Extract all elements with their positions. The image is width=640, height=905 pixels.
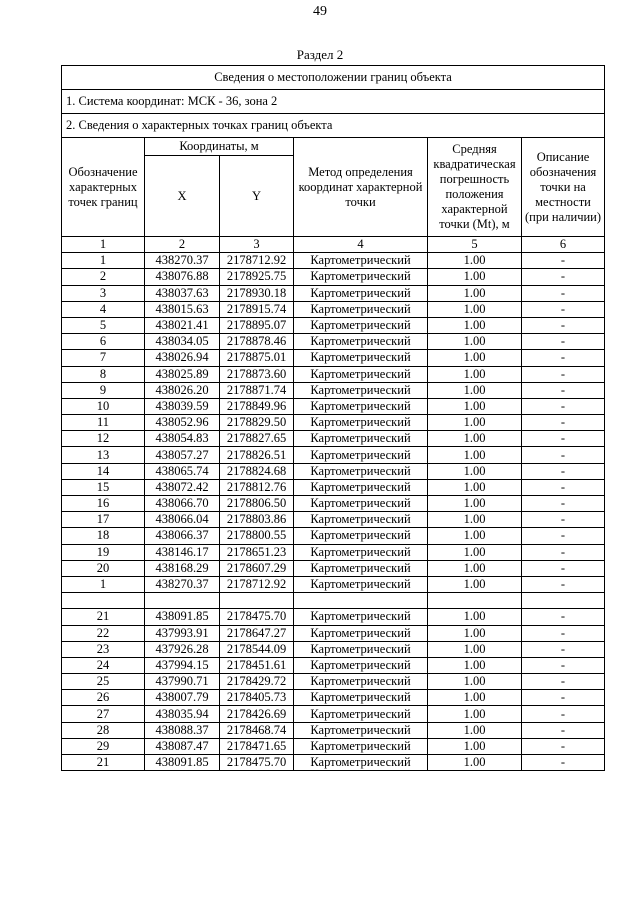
point-id-cell: 5 bbox=[62, 317, 145, 333]
point-id-cell: 16 bbox=[62, 496, 145, 512]
point-id-cell: 9 bbox=[62, 382, 145, 398]
error-cell: 1.00 bbox=[428, 609, 522, 625]
point-id-cell: 1 bbox=[62, 576, 145, 592]
point-id-cell: 28 bbox=[62, 722, 145, 738]
method-cell: Картометрический bbox=[294, 253, 428, 269]
error-cell: 1.00 bbox=[428, 431, 522, 447]
description-cell: - bbox=[522, 560, 605, 576]
method-cell: Картометрический bbox=[294, 350, 428, 366]
x-cell: 438270.37 bbox=[145, 253, 220, 269]
y-cell: 2178806.50 bbox=[220, 496, 294, 512]
description-cell: - bbox=[522, 350, 605, 366]
error-cell: 1.00 bbox=[428, 706, 522, 722]
x-cell: 437926.28 bbox=[145, 641, 220, 657]
x-cell: 438021.41 bbox=[145, 317, 220, 333]
x-cell: 438035.94 bbox=[145, 706, 220, 722]
method-cell bbox=[294, 593, 428, 609]
y-cell: 2178712.92 bbox=[220, 576, 294, 592]
y-cell: 2178878.46 bbox=[220, 334, 294, 350]
table-row bbox=[62, 657, 605, 673]
x-cell: 438076.88 bbox=[145, 269, 220, 285]
table-title: Сведения о местоположении границ объекта bbox=[62, 66, 605, 90]
error-cell: 1.00 bbox=[428, 674, 522, 690]
error-cell: 1.00 bbox=[428, 398, 522, 414]
y-cell: 2178915.74 bbox=[220, 301, 294, 317]
header-x: X bbox=[145, 156, 220, 237]
description-cell: - bbox=[522, 285, 605, 301]
method-cell: Картометрический bbox=[294, 512, 428, 528]
table-row bbox=[62, 512, 605, 528]
table-row bbox=[62, 722, 605, 738]
description-cell: - bbox=[522, 544, 605, 560]
method-cell: Картометрический bbox=[294, 398, 428, 414]
error-cell: 1.00 bbox=[428, 301, 522, 317]
column-number: 6 bbox=[522, 237, 605, 253]
method-cell: Картометрический bbox=[294, 528, 428, 544]
x-cell: 438091.85 bbox=[145, 609, 220, 625]
point-id-cell: 23 bbox=[62, 641, 145, 657]
x-cell: 438066.37 bbox=[145, 528, 220, 544]
error-cell: 1.00 bbox=[428, 382, 522, 398]
y-cell: 2178875.01 bbox=[220, 350, 294, 366]
table-row bbox=[62, 366, 605, 382]
error-cell: 1.00 bbox=[428, 512, 522, 528]
point-id-cell: 10 bbox=[62, 398, 145, 414]
table-row bbox=[62, 706, 605, 722]
point-id-cell bbox=[62, 593, 145, 609]
x-cell: 438168.29 bbox=[145, 560, 220, 576]
table-row bbox=[62, 463, 605, 479]
method-cell: Картометрический bbox=[294, 657, 428, 673]
boundary-points-table bbox=[61, 65, 605, 771]
error-cell: 1.00 bbox=[428, 625, 522, 641]
y-cell: 2178873.60 bbox=[220, 366, 294, 382]
point-id-cell: 20 bbox=[62, 560, 145, 576]
point-id-cell: 2 bbox=[62, 269, 145, 285]
error-cell: 1.00 bbox=[428, 366, 522, 382]
method-cell: Картометрический bbox=[294, 447, 428, 463]
description-cell: - bbox=[522, 512, 605, 528]
method-cell: Картометрический bbox=[294, 479, 428, 495]
point-id-cell: 1 bbox=[62, 253, 145, 269]
column-number: 2 bbox=[145, 237, 220, 253]
description-cell: - bbox=[522, 253, 605, 269]
column-number: 1 bbox=[62, 237, 145, 253]
description-cell: - bbox=[522, 625, 605, 641]
method-cell: Картометрический bbox=[294, 755, 428, 771]
method-cell: Картометрический bbox=[294, 334, 428, 350]
error-cell: 1.00 bbox=[428, 269, 522, 285]
method-cell: Картометрический bbox=[294, 285, 428, 301]
error-cell: 1.00 bbox=[428, 317, 522, 333]
column-number: 5 bbox=[428, 237, 522, 253]
y-cell: 2178871.74 bbox=[220, 382, 294, 398]
y-cell: 2178607.29 bbox=[220, 560, 294, 576]
table-row bbox=[62, 350, 605, 366]
x-cell: 438026.20 bbox=[145, 382, 220, 398]
method-cell: Картометрический bbox=[294, 382, 428, 398]
point-id-cell: 7 bbox=[62, 350, 145, 366]
point-id-cell: 12 bbox=[62, 431, 145, 447]
point-id-cell: 8 bbox=[62, 366, 145, 382]
table-row bbox=[62, 738, 605, 754]
table-row bbox=[62, 690, 605, 706]
method-cell: Картометрический bbox=[294, 301, 428, 317]
description-cell: - bbox=[522, 479, 605, 495]
y-cell: 2178895.07 bbox=[220, 317, 294, 333]
x-cell: 438065.74 bbox=[145, 463, 220, 479]
header-designation: Обозначение характерных точек границ bbox=[62, 138, 145, 237]
point-id-cell: 18 bbox=[62, 528, 145, 544]
x-cell: 438054.83 bbox=[145, 431, 220, 447]
table-row bbox=[62, 269, 605, 285]
method-cell: Картометрический bbox=[294, 544, 428, 560]
point-id-cell: 22 bbox=[62, 625, 145, 641]
table-row bbox=[62, 382, 605, 398]
description-cell: - bbox=[522, 269, 605, 285]
method-cell: Картометрический bbox=[294, 463, 428, 479]
x-cell: 438015.63 bbox=[145, 301, 220, 317]
x-cell: 438072.42 bbox=[145, 479, 220, 495]
description-cell: - bbox=[522, 496, 605, 512]
description-cell bbox=[522, 593, 605, 609]
table-row bbox=[62, 334, 605, 350]
x-cell: 438034.05 bbox=[145, 334, 220, 350]
table-row bbox=[62, 301, 605, 317]
error-cell: 1.00 bbox=[428, 738, 522, 754]
point-id-cell: 3 bbox=[62, 285, 145, 301]
section-title: Раздел 2 bbox=[296, 47, 344, 62]
error-cell: 1.00 bbox=[428, 528, 522, 544]
description-cell: - bbox=[522, 576, 605, 592]
x-cell: 438037.63 bbox=[145, 285, 220, 301]
error-cell: 1.00 bbox=[428, 285, 522, 301]
y-cell: 2178475.70 bbox=[220, 755, 294, 771]
point-id-cell: 25 bbox=[62, 674, 145, 690]
header-error: Средняя квадратическая погрешность положения характерной точки (Mt), м bbox=[428, 138, 522, 237]
x-cell: 438025.89 bbox=[145, 366, 220, 382]
description-cell: - bbox=[522, 690, 605, 706]
error-cell: 1.00 bbox=[428, 496, 522, 512]
method-cell: Картометрический bbox=[294, 560, 428, 576]
table-row bbox=[62, 576, 605, 592]
x-cell: 438087.47 bbox=[145, 738, 220, 754]
x-cell: 438026.94 bbox=[145, 350, 220, 366]
point-id-cell: 13 bbox=[62, 447, 145, 463]
y-cell: 2178826.51 bbox=[220, 447, 294, 463]
page-number: 49 bbox=[313, 4, 327, 19]
point-id-cell: 21 bbox=[62, 755, 145, 771]
y-cell: 2178426.69 bbox=[220, 706, 294, 722]
point-id-cell: 4 bbox=[62, 301, 145, 317]
table-row bbox=[62, 641, 605, 657]
description-cell: - bbox=[522, 674, 605, 690]
x-cell: 438057.27 bbox=[145, 447, 220, 463]
y-cell: 2178651.23 bbox=[220, 544, 294, 560]
method-cell: Картометрический bbox=[294, 431, 428, 447]
point-id-cell: 6 bbox=[62, 334, 145, 350]
column-number: 3 bbox=[220, 237, 294, 253]
error-cell: 1.00 bbox=[428, 755, 522, 771]
y-cell: 2178405.73 bbox=[220, 690, 294, 706]
y-cell: 2178812.76 bbox=[220, 479, 294, 495]
y-cell: 2178429.72 bbox=[220, 674, 294, 690]
point-id-cell: 11 bbox=[62, 415, 145, 431]
description-cell: - bbox=[522, 738, 605, 754]
method-cell: Картометрический bbox=[294, 576, 428, 592]
method-cell: Картометрический bbox=[294, 609, 428, 625]
method-cell: Картометрический bbox=[294, 625, 428, 641]
method-cell: Картометрический bbox=[294, 415, 428, 431]
x-cell: 438270.37 bbox=[145, 576, 220, 592]
table-row bbox=[62, 479, 605, 495]
description-cell: - bbox=[522, 755, 605, 771]
method-cell: Картометрический bbox=[294, 366, 428, 382]
method-cell: Картометрический bbox=[294, 496, 428, 512]
x-cell: 437993.91 bbox=[145, 625, 220, 641]
column-number-row bbox=[62, 237, 605, 253]
y-cell: 2178827.65 bbox=[220, 431, 294, 447]
y-cell: 2178468.74 bbox=[220, 722, 294, 738]
points-heading: 2. Сведения о характерных точках границ объекта bbox=[62, 114, 605, 138]
x-cell: 437994.15 bbox=[145, 657, 220, 673]
x-cell bbox=[145, 593, 220, 609]
method-cell: Картометрический bbox=[294, 722, 428, 738]
table-row bbox=[62, 317, 605, 333]
point-id-cell: 14 bbox=[62, 463, 145, 479]
description-cell: - bbox=[522, 528, 605, 544]
method-cell: Картометрический bbox=[294, 269, 428, 285]
column-number: 4 bbox=[294, 237, 428, 253]
y-cell: 2178800.55 bbox=[220, 528, 294, 544]
header-coordinates: Координаты, м bbox=[145, 138, 294, 156]
x-cell: 437990.71 bbox=[145, 674, 220, 690]
error-cell: 1.00 bbox=[428, 479, 522, 495]
table-row bbox=[62, 593, 605, 609]
table-row bbox=[62, 398, 605, 414]
x-cell: 438066.70 bbox=[145, 496, 220, 512]
method-cell: Картометрический bbox=[294, 674, 428, 690]
method-cell: Картометрический bbox=[294, 738, 428, 754]
error-cell: 1.00 bbox=[428, 657, 522, 673]
x-cell: 438091.85 bbox=[145, 755, 220, 771]
description-cell: - bbox=[522, 398, 605, 414]
table-row bbox=[62, 609, 605, 625]
x-cell: 438052.96 bbox=[145, 415, 220, 431]
error-cell: 1.00 bbox=[428, 544, 522, 560]
method-cell: Картометрический bbox=[294, 317, 428, 333]
description-cell: - bbox=[522, 415, 605, 431]
error-cell: 1.00 bbox=[428, 576, 522, 592]
point-id-cell: 21 bbox=[62, 609, 145, 625]
error-cell: 1.00 bbox=[428, 415, 522, 431]
y-cell bbox=[220, 593, 294, 609]
y-cell: 2178471.65 bbox=[220, 738, 294, 754]
method-cell: Картометрический bbox=[294, 690, 428, 706]
y-cell: 2178712.92 bbox=[220, 253, 294, 269]
description-cell: - bbox=[522, 722, 605, 738]
description-cell: - bbox=[522, 463, 605, 479]
error-cell: 1.00 bbox=[428, 334, 522, 350]
error-cell: 1.00 bbox=[428, 690, 522, 706]
description-cell: - bbox=[522, 334, 605, 350]
description-cell: - bbox=[522, 657, 605, 673]
description-cell: - bbox=[522, 366, 605, 382]
error-cell bbox=[428, 593, 522, 609]
error-cell: 1.00 bbox=[428, 641, 522, 657]
table-row bbox=[62, 431, 605, 447]
x-cell: 438146.17 bbox=[145, 544, 220, 560]
y-cell: 2178829.50 bbox=[220, 415, 294, 431]
error-cell: 1.00 bbox=[428, 722, 522, 738]
error-cell: 1.00 bbox=[428, 350, 522, 366]
error-cell: 1.00 bbox=[428, 463, 522, 479]
table-row bbox=[62, 528, 605, 544]
description-cell: - bbox=[522, 609, 605, 625]
header-method: Метод определения координат характерной точки bbox=[294, 138, 428, 237]
table-row bbox=[62, 625, 605, 641]
table-row bbox=[62, 755, 605, 771]
y-cell: 2178930.18 bbox=[220, 285, 294, 301]
y-cell: 2178849.96 bbox=[220, 398, 294, 414]
x-cell: 438007.79 bbox=[145, 690, 220, 706]
header-y: Y bbox=[220, 156, 294, 237]
description-cell: - bbox=[522, 301, 605, 317]
header-description: Описание обозначения точки на местности (при наличии) bbox=[522, 138, 605, 237]
description-cell: - bbox=[522, 431, 605, 447]
error-cell: 1.00 bbox=[428, 253, 522, 269]
description-cell: - bbox=[522, 641, 605, 657]
table-row bbox=[62, 285, 605, 301]
x-cell: 438039.59 bbox=[145, 398, 220, 414]
y-cell: 2178475.70 bbox=[220, 609, 294, 625]
table-row bbox=[62, 253, 605, 269]
table-row bbox=[62, 674, 605, 690]
table-row bbox=[62, 415, 605, 431]
y-cell: 2178925.75 bbox=[220, 269, 294, 285]
x-cell: 438088.37 bbox=[145, 722, 220, 738]
point-id-cell: 24 bbox=[62, 657, 145, 673]
point-id-cell: 27 bbox=[62, 706, 145, 722]
coord-system: 1. Система координат: МСК - 36, зона 2 bbox=[62, 90, 605, 114]
method-cell: Картометрический bbox=[294, 706, 428, 722]
method-cell: Картометрический bbox=[294, 641, 428, 657]
description-cell: - bbox=[522, 382, 605, 398]
description-cell: - bbox=[522, 706, 605, 722]
table-row bbox=[62, 447, 605, 463]
point-id-cell: 15 bbox=[62, 479, 145, 495]
x-cell: 438066.04 bbox=[145, 512, 220, 528]
table-row bbox=[62, 496, 605, 512]
point-id-cell: 19 bbox=[62, 544, 145, 560]
point-id-cell: 29 bbox=[62, 738, 145, 754]
table-row bbox=[62, 544, 605, 560]
y-cell: 2178803.86 bbox=[220, 512, 294, 528]
description-cell: - bbox=[522, 317, 605, 333]
point-id-cell: 26 bbox=[62, 690, 145, 706]
point-id-cell: 17 bbox=[62, 512, 145, 528]
y-cell: 2178647.27 bbox=[220, 625, 294, 641]
description-cell: - bbox=[522, 447, 605, 463]
y-cell: 2178544.09 bbox=[220, 641, 294, 657]
table-row bbox=[62, 560, 605, 576]
y-cell: 2178824.68 bbox=[220, 463, 294, 479]
error-cell: 1.00 bbox=[428, 560, 522, 576]
error-cell: 1.00 bbox=[428, 447, 522, 463]
y-cell: 2178451.61 bbox=[220, 657, 294, 673]
